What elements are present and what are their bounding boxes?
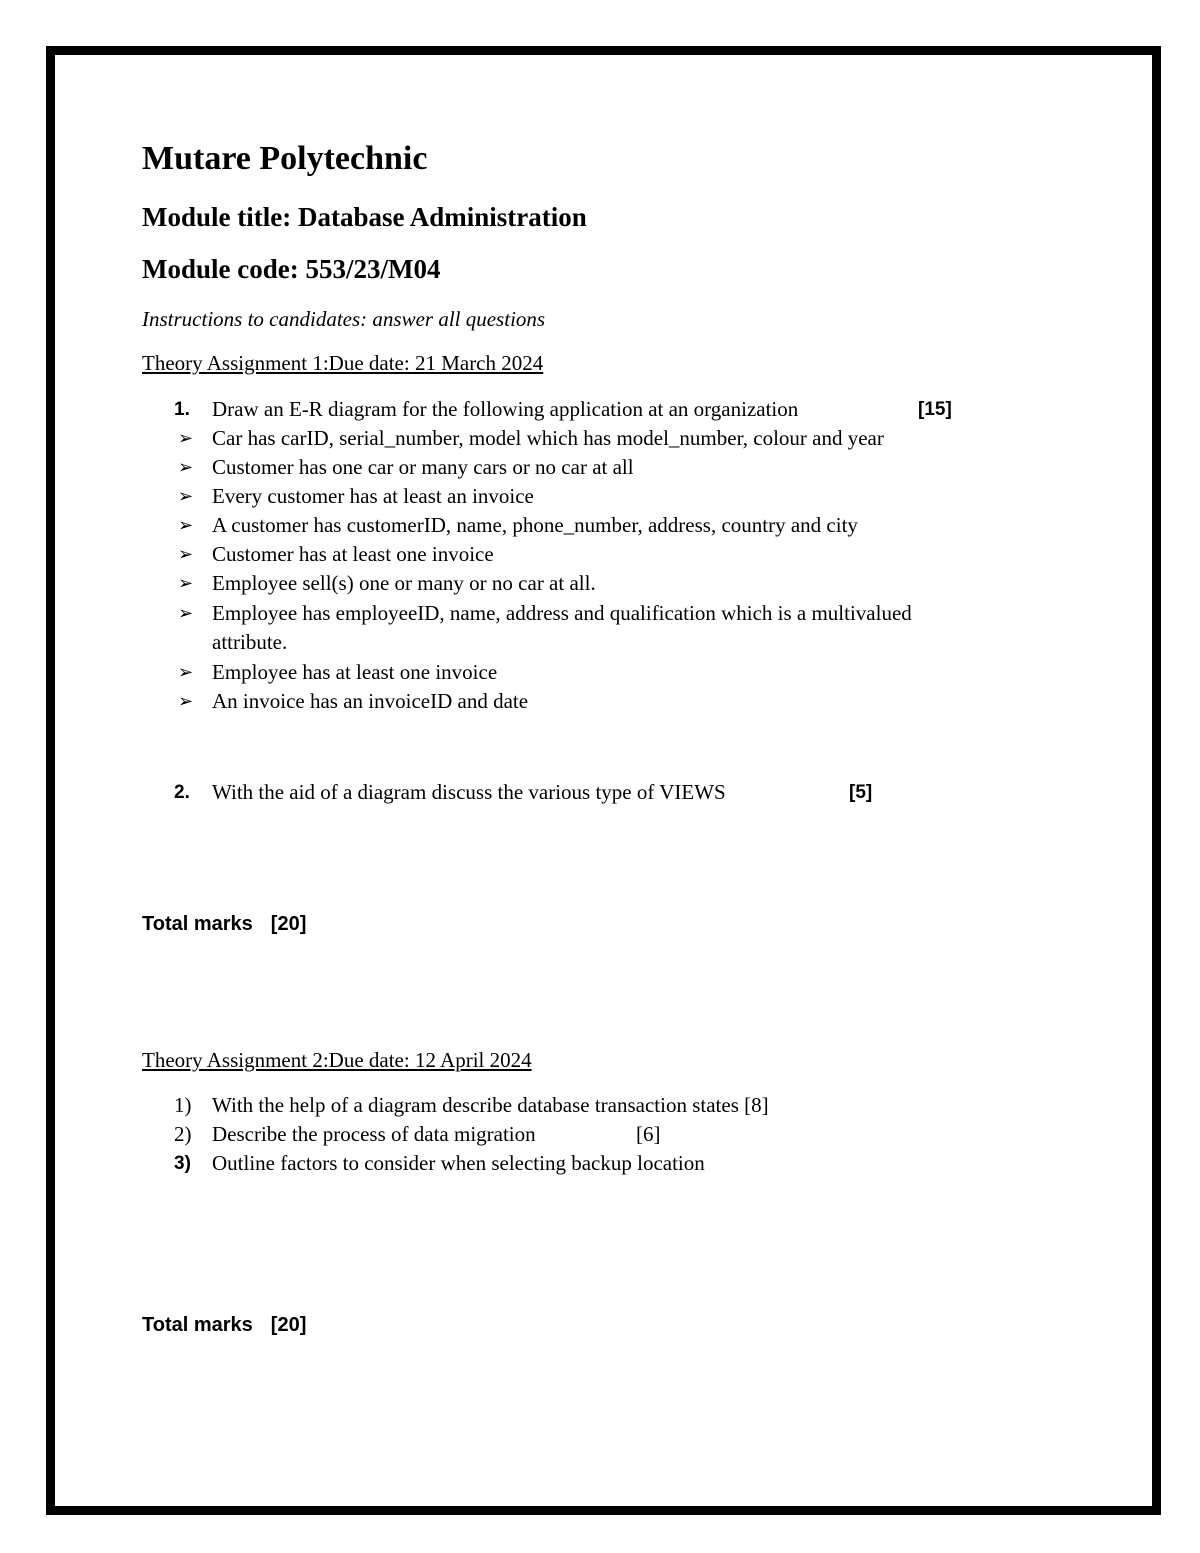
arrowhead-bullet-icon: ➢ (178, 573, 194, 594)
list-item-text: Every customer has at least an invoice (212, 484, 534, 508)
instructions: Instructions to candidates: answer all questions (142, 307, 546, 331)
assignment-1-heading: Theory Assignment 1:Due date: 21 March 2024 (142, 351, 544, 375)
question-number: 2) (174, 1122, 192, 1146)
question-text: Draw an E-R diagram for the following application at an organization (212, 397, 799, 421)
arrowhead-bullet-icon: ➢ (178, 603, 194, 624)
arrowhead-bullet-icon: ➢ (178, 662, 194, 683)
arrowhead-bullet-icon: ➢ (178, 457, 194, 478)
question-number: 1) (174, 1093, 192, 1117)
module-title: Module title: Database Administration (142, 202, 587, 232)
arrowhead-bullet-icon: ➢ (178, 486, 194, 507)
list-item-text: Car has carID, serial_number, model which has model_number, colour and year (212, 426, 884, 450)
total-marks-2 (142, 1314, 306, 1337)
total-marks-value: [20] (270, 913, 307, 935)
question-text: Describe the process of data migration (212, 1122, 536, 1146)
arrowhead-bullet-icon: ➢ (178, 691, 194, 712)
question-number: 2. (174, 782, 190, 803)
question-marks: [6] (636, 1122, 661, 1146)
total-marks-label: Total marks (142, 1314, 253, 1336)
question-marks: [15] (918, 399, 952, 420)
list-item-text: A customer has customerID, name, phone_number, address, country and city (212, 513, 858, 537)
assignment-2-heading: Theory Assignment 2:Due date: 12 April 2024 (142, 1048, 532, 1072)
list-item-text: Employee has at least one invoice (212, 660, 498, 684)
arrowhead-bullet-icon: ➢ (178, 544, 194, 565)
module-code: Module code: 553/23/M04 (142, 254, 441, 284)
total-marks-value: [20] (270, 1314, 307, 1336)
arrowhead-bullet-icon: ➢ (178, 428, 194, 449)
question-text: Outline factors to consider when selecting backup location (212, 1151, 705, 1175)
institution-title: Mutare Polytechnic (142, 140, 428, 177)
total-marks-1 (142, 913, 306, 936)
list-item-text: Employee has employeeID, name, address and qualification which is a multivalued (212, 601, 912, 625)
question-text: With the help of a diagram describe database transaction states [8] (212, 1093, 769, 1117)
question-text: With the aid of a diagram discuss the various type of VIEWS (212, 780, 726, 804)
list-item-text: Customer has one car or many cars or no car at all (212, 455, 634, 479)
total-marks-label: Total marks (142, 913, 253, 935)
question-number: 1. (174, 399, 190, 420)
question-marks: [5] (849, 782, 873, 803)
arrowhead-bullet-icon: ➢ (178, 515, 194, 536)
list-item-text: Employee sell(s) one or many or no car at all. (212, 571, 596, 595)
list-item-text: Customer has at least one invoice (212, 542, 494, 566)
list-item-text: An invoice has an invoiceID and date (212, 689, 529, 713)
question-number: 3) (174, 1153, 191, 1174)
list-item-text: attribute. (212, 630, 288, 654)
